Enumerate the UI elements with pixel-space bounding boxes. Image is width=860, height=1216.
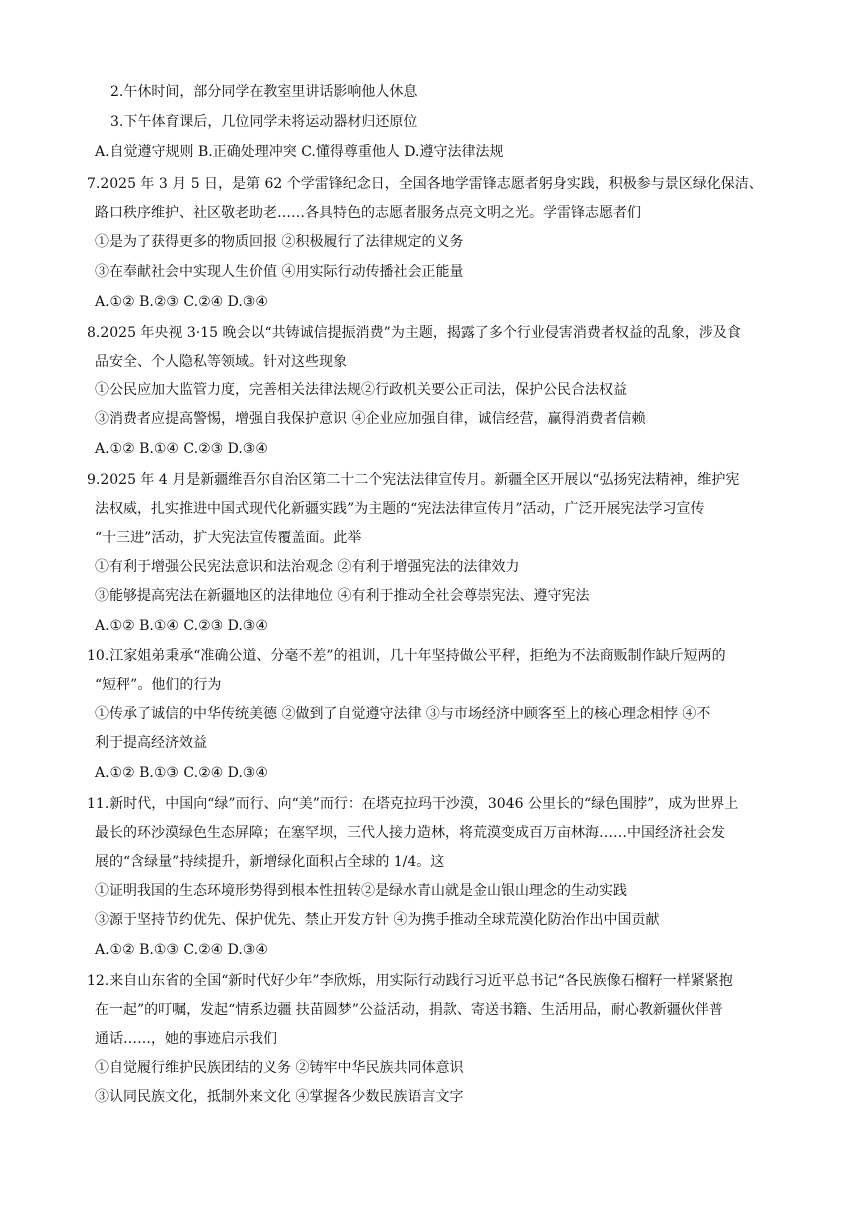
question-6-item-2: 2.午休时间，部分同学在教室里讲话影响他人休息 [110,84,418,100]
question-6-item-3: 3.下午体育课后，几位同学未将运动器材归还原位 [110,114,418,130]
question-10-stem: 10.江家姐弟秉承“准确公道、分毫不差”的祖训，几十年坚持做公平秤，拒绝为不法商贩制作缺斤短两的 [87,648,726,664]
question-11-stem-cont-2: 展的“含绿量”持续提升，新增绿化面积占全球的 1/4。这 [95,854,445,870]
question-9-choice-12: ①有利于增强公民宪法意识和法治观念 ②有利于增强宪法的法律效力 [95,559,520,575]
question-9-stem-cont-2: “十三进”活动，扩大宪法宣传覆盖面。此举 [95,530,362,546]
question-7-choice-12: ①是为了获得更多的物质回报 ②积极履行了法律规定的义务 [95,234,464,250]
question-12-stem: 12.来自山东省的全国“新时代好少年”李欣烁，用实际行动践行习近平总书记“各民族像石榴籽一样紧紧抱 [87,973,733,989]
question-8-stem: 8.2025 年央视 3·15 晚会以“共铸诚信提振消费”为主题，揭露了多个行业侵害消费者权益的乱象，涉及食 [87,325,741,341]
question-6-options: A.自觉遵守规则 B.正确处理冲突 C.懂得尊重他人 D.遵守法律法规 [95,144,504,160]
question-11-stem-cont-1: 最长的环沙漠绿色生态屏障；在塞罕坝，三代人接力造林，将荒漠变成百万亩林海……中国经济社会发 [95,825,725,841]
question-8-choice-34: ③消费者应提高警惕，增强自我保护意识 ④企业应加强自律，诚信经营，赢得消费者信赖 [95,411,646,427]
question-9-choice-34: ③能够提高宪法在新疆地区的法律地位 ④有利于推动全社会尊崇宪法、遵守宪法 [95,588,590,604]
question-11-stem: 11.新时代，中国向“绿”而行、向“美”而行：在塔克拉玛干沙漠，3046 公里长的“绿色围脖”，成为世界上 [87,796,739,812]
question-8-choice-12: ①公民应加大监管力度，完善相关法律法规②行政机关要公正司法，保护公民合法权益 [95,382,627,398]
question-7-options: A.①② B.②③ C.②④ D.③④ [95,294,268,310]
question-7-choice-34: ③在奉献社会中实现人生价值 ④用实际行动传播社会正能量 [95,264,464,280]
question-11-choice-34: ③源于坚持节约优先、保护优先、禁止开发方针 ④为携手推动全球荒漠化防治作出中国贡献 [95,912,660,928]
question-10-options: A.①② B.①③ C.②④ D.③④ [95,765,268,781]
question-12-stem-cont-1: 在一起”的叮嘱，发起“情系边疆 扶苗圆梦”公益活动，捐款、寄送书籍、生活用品，耐心教新疆伙伴普 [95,1002,723,1018]
question-10-choices-cont: 利于提高经济效益 [95,735,207,751]
question-12-choice-12: ①自觉履行维护民族团结的义务 ②铸牢中华民族共同体意识 [95,1060,464,1076]
question-10-choices: ①传承了诚信的中华传统美德 ②做到了自觉遵守法律 ③与市场经济中顾客至上的核心理念相悖 ④不 [95,706,711,722]
question-9-stem: 9.2025 年 4 月是新疆维吾尔自治区第二十二个宪法法律宣传月。新疆全区开展以“弘扬宪法精神，维护宪 [87,472,740,488]
question-11-options: A.①② B.①③ C.②④ D.③④ [95,942,268,958]
question-10-stem-cont: “短秤”。他们的行为 [95,677,222,693]
question-9-options: A.①② B.①④ C.②③ D.③④ [95,618,268,634]
question-7-stem: 7.2025 年 3 月 5 日，是第 62 个学雷锋纪念日，全国各地学雷锋志愿者躬身实践，积极参与景区绿化保洁、 [87,176,763,192]
question-12-choice-34: ③认同民族文化，抵制外来文化 ④掌握各少数民族语言文字 [95,1089,464,1105]
question-8-options: A.①② B.①④ C.②③ D.③④ [95,441,268,457]
question-7-stem-cont: 路口秩序维护、社区敬老助老……各具特色的志愿者服务点亮文明之光。学雷锋志愿者们 [95,205,641,221]
question-12-stem-cont-2: 通话……，她的事迹启示我们 [95,1031,277,1047]
question-11-choice-12: ①证明我国的生态环境形势得到根本性扭转②是绿水青山就是金山银山理念的生动实践 [95,883,627,899]
question-8-stem-cont: 品安全、个人隐私等领域。针对这些现象 [95,354,347,370]
question-9-stem-cont-1: 法权威，扎实推进中国式现代化新疆实践”为主题的“宪法法律宣传月”活动，广泛开展宪法学习宣传 [95,501,705,517]
